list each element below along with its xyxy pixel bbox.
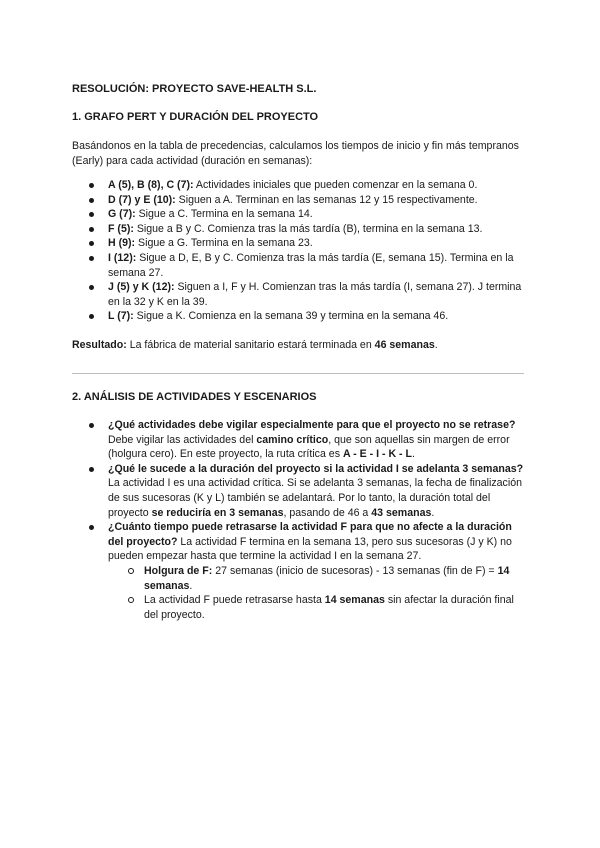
list-item: ¿Cuánto tiempo puede retrasarse la actividad F para que no afecte a la duración del proyecto? La actividad F termina en la semana 13, pero sus sucesoras (J y K) no pueden empezar hasta que termine la actividad I en la semana 27. Holgura de F: 27 semanas (inicio de sucesoras) - 13 semanas (fin de F) = 14 semanas. La actividad F puede retrasarse hasta 14 semanas sin afectar la duración final del proyecto. [72,520,528,622]
bullet-icon [89,241,94,246]
bullet-icon [89,256,94,261]
list-item: L (7): Sigue a K. Comienza en la semana 39 y termina en la semana 46. [72,309,528,324]
activity-list [72,178,528,324]
bullet-icon [89,525,94,530]
analysis-list [72,418,528,622]
sub-list-item: Holgura de F: 27 semanas (inicio de sucesoras) - 13 semanas (fin de F) = 14 semanas. [72,564,528,593]
list-item: F (5): Sigue a B y C. Comienza tras la más tardía (B), termina en la semana 13. [72,222,528,237]
document-title: RESOLUCIÓN: PROYECTO SAVE-HEALTH S.L. [72,83,317,95]
bullet-icon [89,423,94,428]
horizontal-divider [72,373,524,374]
list-item: H (9): Sigue a G. Termina en la semana 23. [72,236,528,251]
list-item: G (7): Sigue a C. Termina en la semana 14. [72,207,528,222]
bullet-icon [89,183,94,188]
bullet-icon [89,227,94,232]
list-item: ¿Qué actividades debe vigilar especialmente para que el proyecto no se retrase? Debe vigilar las actividades del camino crítico, que son aquellas sin margen de error (holgura cero). En este proyecto, la ruta crítica es A - E - I - K - L. [72,418,528,462]
result-paragraph: Resultado: La fábrica de material sanitario estará terminada en 46 semanas. [72,339,438,351]
sub-list-item: La actividad F puede retrasarse hasta 14 semanas sin afectar la duración final del proyecto. [72,593,528,622]
bullet-icon [89,198,94,203]
circle-bullet-icon [128,568,134,574]
list-item: J (5) y K (12): Siguen a I, F y H. Comienzan tras la más tardía (I, semana 27). J termina en la 32 y K en la 39. [72,280,528,309]
list-item: I (12): Sigue a D, E, B y C. Comienza tras la más tardía (E, semana 15). Termina en la semana 27. [72,251,528,280]
list-item: A (5), B (8), C (7): Actividades iniciales que pueden comenzar en la semana 0. [72,178,528,193]
bullet-icon [89,467,94,472]
sub-list [72,564,528,622]
bullet-icon [89,314,94,319]
section-1-heading: 1. GRAFO PERT Y DURACIÓN DEL PROYECTO [72,111,319,123]
list-item: D (7) y E (10): Siguen a A. Terminan en las semanas 12 y 15 respectivamente. [72,193,528,208]
circle-bullet-icon [128,597,134,603]
list-item: ¿Qué le sucede a la duración del proyecto si la actividad I se adelanta 3 semanas? La actividad I es una actividad crítica. Si se adelanta 3 semanas, la fecha de finalización de sus sucesoras (K y L) también se adelantará. Por lo tanto, la duración total del proyecto se reduciría en 3 semanas, pasando de 46 a 43 semanas. [72,462,528,520]
bullet-icon [89,212,94,217]
section-1-intro: Basándonos en la tabla de precedencias, calculamos los tiempos de inicio y fin más tempranos (Early) para cada actividad (duración en semanas): [72,140,519,167]
bullet-icon [89,285,94,290]
section-2-heading: 2. ANÁLISIS DE ACTIVIDADES Y ESCENARIOS [72,391,317,403]
